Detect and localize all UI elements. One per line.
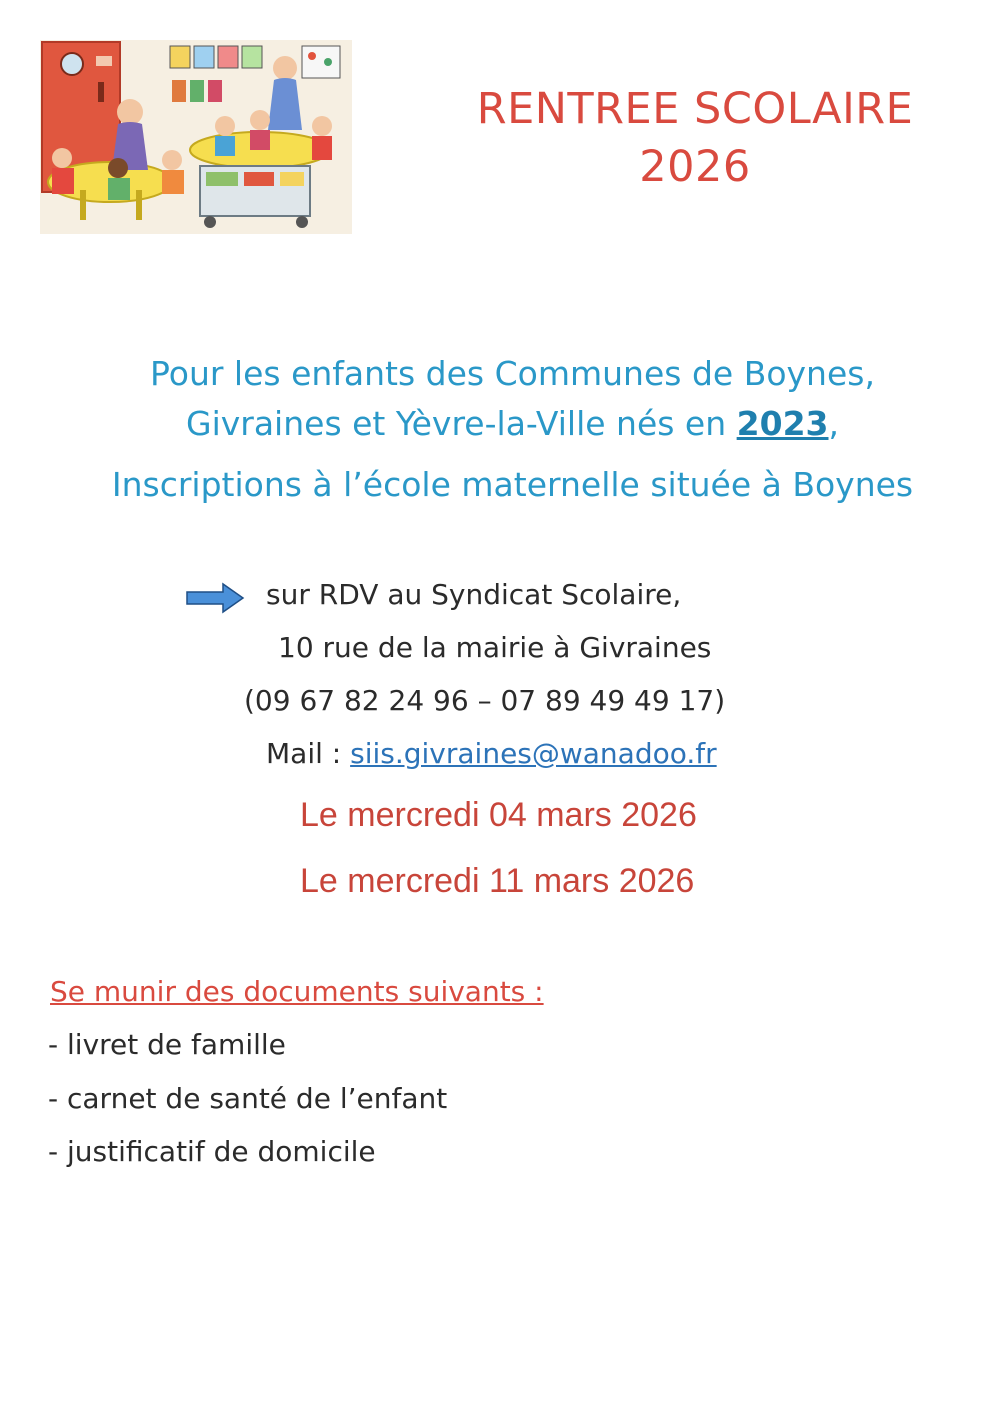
date-2: Le mercredi 11 mars 2026 [300, 862, 695, 900]
mail-line [266, 737, 717, 770]
document-item: - livret de famille [48, 1028, 286, 1061]
birth-year: 2023 [736, 404, 829, 443]
date-1: Le mercredi 04 mars 2026 [300, 796, 697, 834]
school-canteen-illustration [40, 40, 352, 234]
email-link[interactable]: siis.givraines@wanadoo.fr [350, 737, 717, 770]
page-title-year: 2026 [639, 142, 751, 192]
mail-label: Mail : [266, 737, 351, 770]
document-item: - justificatif de domicile [48, 1135, 376, 1168]
intro-line-3: Inscriptions à l’école maternelle située à Boynes [111, 465, 914, 504]
right-arrow-icon [185, 582, 245, 614]
documents-title: Se munir des documents suivants : [50, 975, 544, 1008]
intro-line-1: Pour les enfants des Communes de Boynes, [150, 354, 875, 393]
appointment-line: sur RDV au Syndicat Scolaire, [266, 578, 682, 611]
intro-line-2 [30, 404, 995, 443]
phone-numbers: (09 67 82 24 96 – 07 89 49 49 17) [244, 684, 726, 717]
address: 10 rue de la mairie à Givraines [278, 631, 712, 664]
intro-line-2-text: Givraines et Yèvre-la-Ville nés en [186, 404, 737, 443]
document-item: - carnet de santé de l’enfant [48, 1082, 448, 1115]
intro-line-2-comma: , [828, 404, 839, 443]
page-title-line1: RENTREE SCOLAIRE [476, 84, 914, 134]
